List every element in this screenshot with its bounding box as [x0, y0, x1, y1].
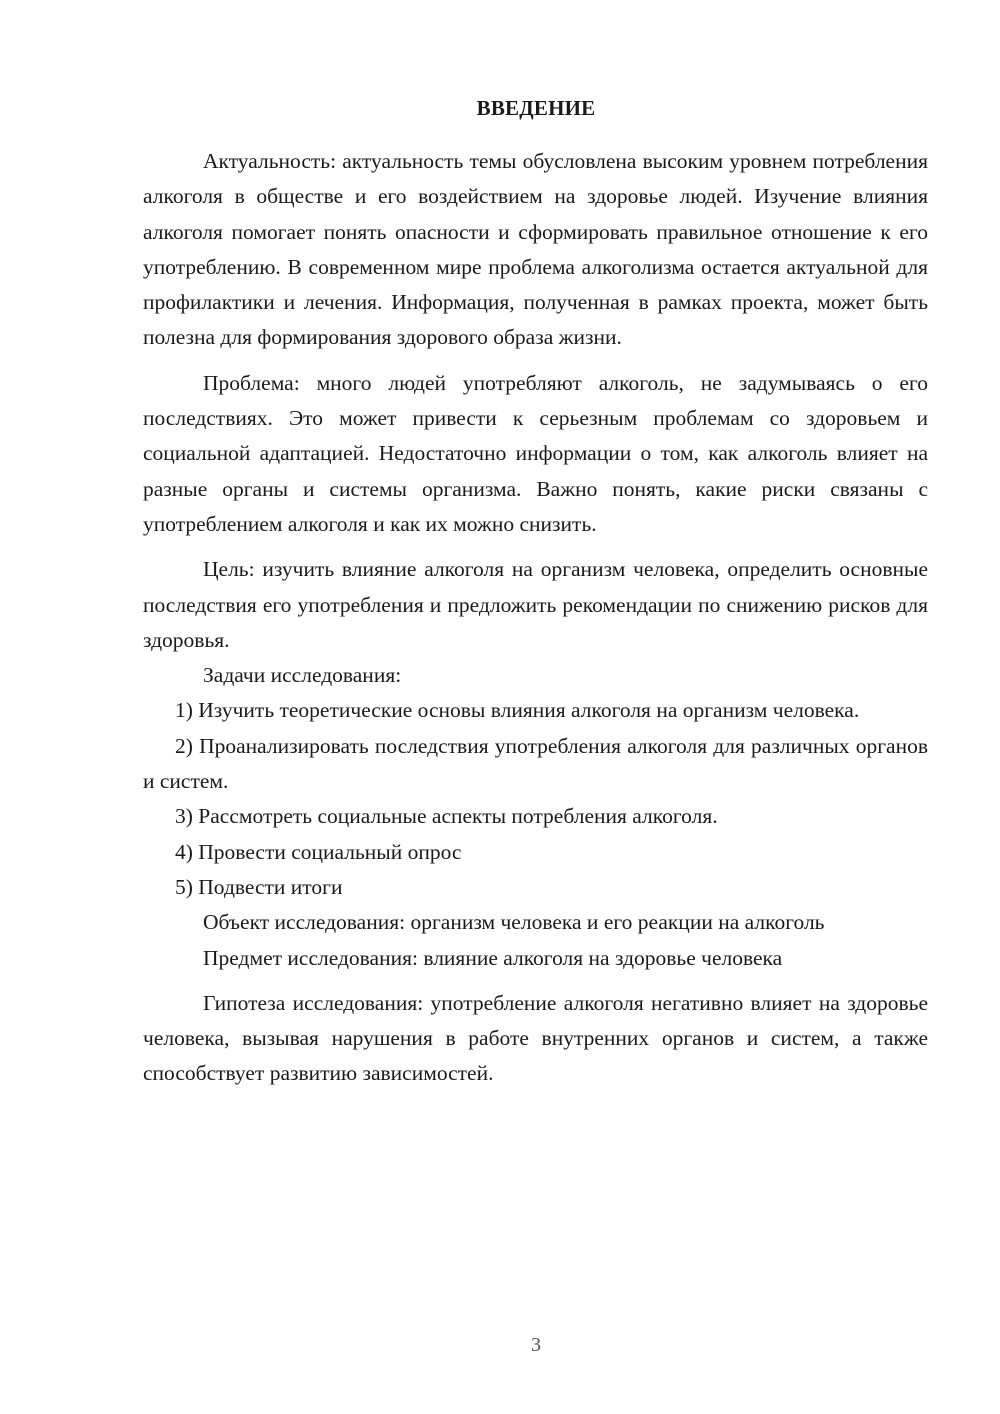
- body-text: [143, 144, 928, 1092]
- paragraph-relevance: Актуальность: актуальность темы обусловлена высоким уровнем потребления алкоголя в обществе и его воздействием на здоровье людей. Изучение влияния алкоголя помогает понять опасности и сформировать правильное отношение к его употреблению. В современном мире проблема алкоголизма остается актуальной для профилактики и лечения. Информация, полученная в рамках проекта, может быть полезна для формирования здорового образа жизни.: [143, 149, 928, 350]
- task-item-3: 3) Рассмотреть социальные аспекты потребления алкоголя.: [175, 804, 718, 829]
- task-item-2: 2) Проанализировать последствия употребления алкоголя для различных органов и систем.: [143, 733, 928, 794]
- research-hypothesis: Гипотеза исследования: употребление алкоголя негативно влияет на здоровье человека, вызывая нарушения в работе внутренних органов и систем, а также способствует развитию зависимостей.: [143, 990, 928, 1086]
- paragraph-problem: Проблема: много людей употребляют алкоголь, не задумываясь о его последствиях. Это может привести к серьезным проблемам со здоровьем и социальной адаптацией. Недостаточно информации о том, как алкоголь влияет на разные органы и системы организма. Важно понять, какие риски связаны с употреблением алкоголя и как их можно снизить.: [143, 370, 928, 536]
- tasks-title: Задачи исследования:: [203, 663, 402, 688]
- research-object: Объект исследования: организм человека и его реакции на алкоголь: [203, 910, 825, 935]
- page-number: 3: [531, 1334, 541, 1356]
- task-item-4: 4) Провести социальный опрос: [175, 839, 462, 864]
- task-item-5: 5) Подвести итоги: [175, 874, 343, 899]
- research-subject: Предмет исследования: влияние алкоголя на здоровье человека: [203, 945, 783, 970]
- task-item-1: 1) Изучить теоретические основы влияния алкоголя на организм человека.: [175, 698, 860, 723]
- paragraph-goal: Цель: изучить влияние алкоголя на организм человека, определить основные последствия его употребления и предложить рекомендации по снижению рисков для здоровья.: [143, 557, 928, 652]
- section-heading: ВВЕДЕНИЕ: [476, 96, 596, 120]
